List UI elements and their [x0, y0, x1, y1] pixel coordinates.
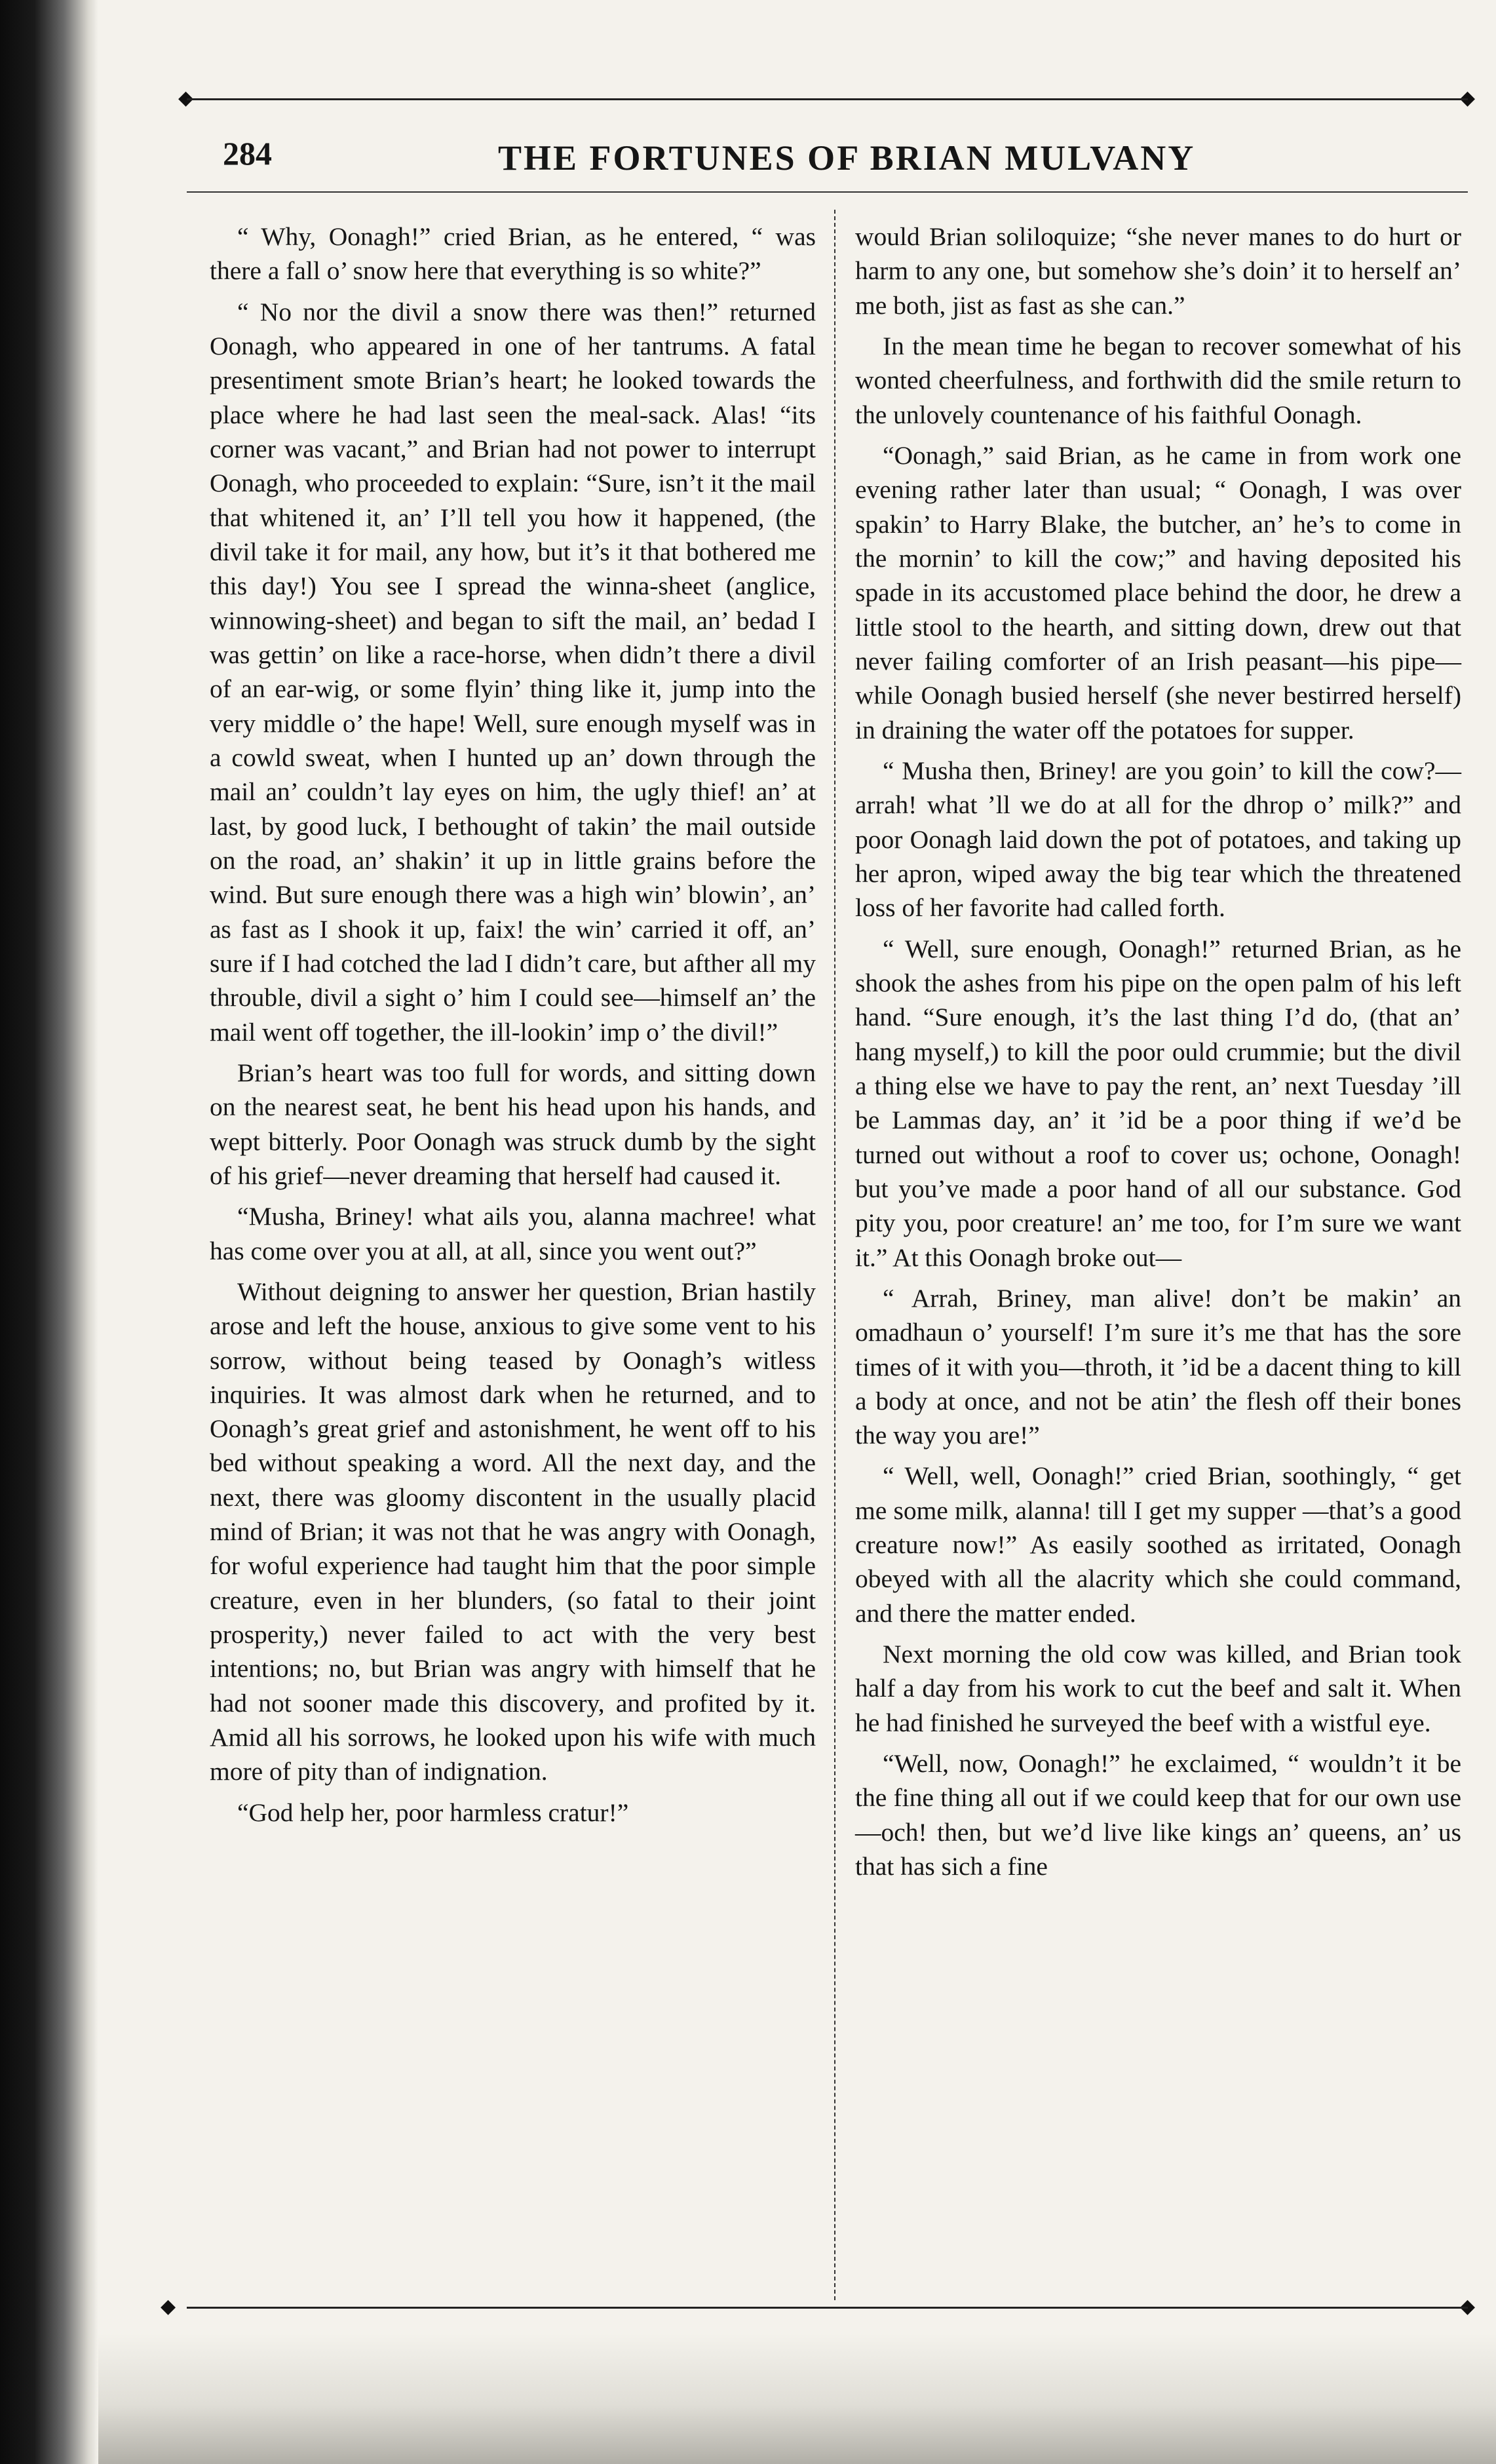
page-number: 284: [223, 135, 272, 172]
right-column: [855, 220, 1461, 1890]
header-rule: [187, 191, 1468, 197]
paragraph: Next morning the old cow was killed, and Brian took half a day from his work to cut the beef and salt it. When he had finished he surveyed the beef with a wistful eye.: [855, 1640, 1461, 1737]
paragraph: “ Musha then, Briney! are you goin’ to kill the cow?—arrah! what ’ll we do at all for the dhrop o’ milk?” and poor Oonagh laid down the pot of potatoes, and taking up her apron, wiped away the big tear which the threatened loss of her favorite had called forth.: [855, 756, 1461, 923]
ornament-bottom-right-icon: ◆: [1460, 2296, 1476, 2317]
paragraph: “Oonagh,” said Brian, as he came in from work one evening rather later than usual; “ Oonagh, I was over spakin’ to Harry Blake, the butcher, an’ he’s to come in the mornin’ to kill the cow;” and having deposited his spade in its accustomed place behind the door, he drew a little stool to the hearth, and sitting down, drew out that never failing comforter of an Irish peasant—his pipe—while Oonagh busied herself (she never bestirred herself) in draining the water off the potatoes for supper.: [855, 440, 1461, 744]
paragraph: Brian’s heart was too full for words, and sitting down on the nearest seat, he bent his head upon his hands, and wept bitterly. Poor Oonagh was struck dumb by the sight of his grief—never dreaming that herself had caused it.: [210, 1058, 816, 1190]
page-curl-shadow: [98, 2333, 1496, 2464]
paragraph: “Musha, Briney! what ails you, alanna machree! what has come over you at all, at all, since you went out?”: [210, 1202, 816, 1265]
paragraph: “ Arrah, Briney, man alive! don’t be makin’ an omadhaun o’ yourself! I’m sure it’s me that has the sore times of it with you—throth, it ’id be a dacent thing to kill a body at once, and not be atin’ the flesh off their bones the way you are!”: [855, 1283, 1461, 1450]
paragraph: “God help her, poor harmless cratur!”: [237, 1798, 629, 1827]
paragraph: “ Well, well, Oonagh!” cried Brian, soothingly, “ get me some milk, alanna! till I get my supper —that’s a good creature now!” As easily soothed as irritated, Oonagh obeyed with all the alacrity which she could command, and there the matter ended.: [855, 1461, 1461, 1628]
book-binding-shadow: [0, 0, 98, 2464]
bottom-rule: [187, 2307, 1468, 2313]
paragraph: In the mean time he began to recover somewhat of his wonted cheerfulness, and forthwith did the smile return to the unlovely countenance of his faithful Oonagh.: [855, 331, 1461, 429]
ornament-top-right-icon: ◆: [1460, 87, 1476, 109]
ornament-bottom-left-icon: ◆: [161, 2296, 176, 2317]
paragraph-continued: would Brian soliloquize; “she never manes to do hurt or harm to any one, but somehow she’s doin’ it to herself an’ me both, jist as fast as she can.”: [855, 222, 1461, 320]
paragraph: “ No nor the divil a snow there was then!” returned Oonagh, who appeared in one of her tantrums. A fatal presentiment smote Brian’s heart; he looked towards the place where he had last seen the meal-sack. Alas! “its corner was vacant,” and Brian had not power to interrupt Oonagh, who proceeded to explain: “Sure, isn’t it the mail that whitened it, an’ I’ll tell you how it happened, (the divil take it for mail, any how, but it’s it that bothered me this day!) You see I spread the winna-sheet (anglice, winnowing-sheet) and began to sift the mail, an’ bedad I was gettin’ on like a race-horse, when didn’t there a divil of an ear-wig, or some flyin’ thing like it, jump into the very middle o’ the hape! Well, sure enough myself was in a cowld sweat, when I hunted up an’ down through the mail an’ couldn’t lay eyes on him, the ugly thief! an’ at last, by good luck, I bethought of takin’ the mail outside on the road, an’ shakin’ it up in little grains before the wind. But sure enough there was a high win’ blowin’, an’ as fast as I shook it up, faix! the win’ carried it off, an’ sure if I had cotched the lad I didn’t care, but afther all my throuble, divil a sight o’ him I could see—himself an’ the mail went off together, the ill-lookin’ imp o’ the divil!”: [210, 297, 816, 1047]
top-rule: [187, 98, 1468, 104]
paragraph: “Well, now, Oonagh!” he exclaimed, “ wouldn’t it be the fine thing all out if we could keep that for our own use—och! then, but we’d live like kings an’ queens, an’ us that has sich a fine: [855, 1749, 1461, 1881]
paragraph: “ Why, Oonagh!” cried Brian, as he entered, “ was there a fall o’ snow here that everything is so white?”: [210, 222, 816, 286]
column-separator: [834, 210, 835, 2300]
running-title: THE FORTUNES OF BRIAN MULVANY: [498, 138, 1196, 178]
left-column: [210, 220, 816, 1836]
ornament-top-left-icon: ◆: [178, 87, 194, 109]
paragraph: “ Well, sure enough, Oonagh!” returned Brian, as he shook the ashes from his pipe on the open palm of his left hand. “Sure enough, it’s the last thing I’d do, (that an’ hang myself,) to kill the poor ould crummie; but the divil a thing else we have to pay the rent, an’ next Tuesday ’ill be Lammas day, an’ it ’id be a poor thing if we’d be turned out without a roof to cover us; ochone, Oonagh! but you’ve made a poor hand of all our substance. God pity you, poor creature! an’ me too, for I’m sure we want it.” At this Oonagh broke out—: [855, 934, 1461, 1272]
paragraph: Without deigning to answer her question, Brian hastily arose and left the house, anxious to give some vent to his sorrow, without being teased by Oonagh’s witless inquiries. It was almost dark when he returned, and to Oonagh’s great grief and astonishment, he went off to his bed without speaking a word. All the next day, and the next, there was gloomy discontent in the usually placid mind of Brian; it was not that he was angry with Oonagh, for woful experience had taught him that the poor simple creature, even in her blunders, (so fatal to their joint prosperity,) never failed to act with the very best intentions; no, but Brian was angry with himself that he had not sooner made this discovery, and profited by it. Amid all his sorrows, he looked upon his wife with much more of pity than of indignation.: [210, 1277, 816, 1786]
